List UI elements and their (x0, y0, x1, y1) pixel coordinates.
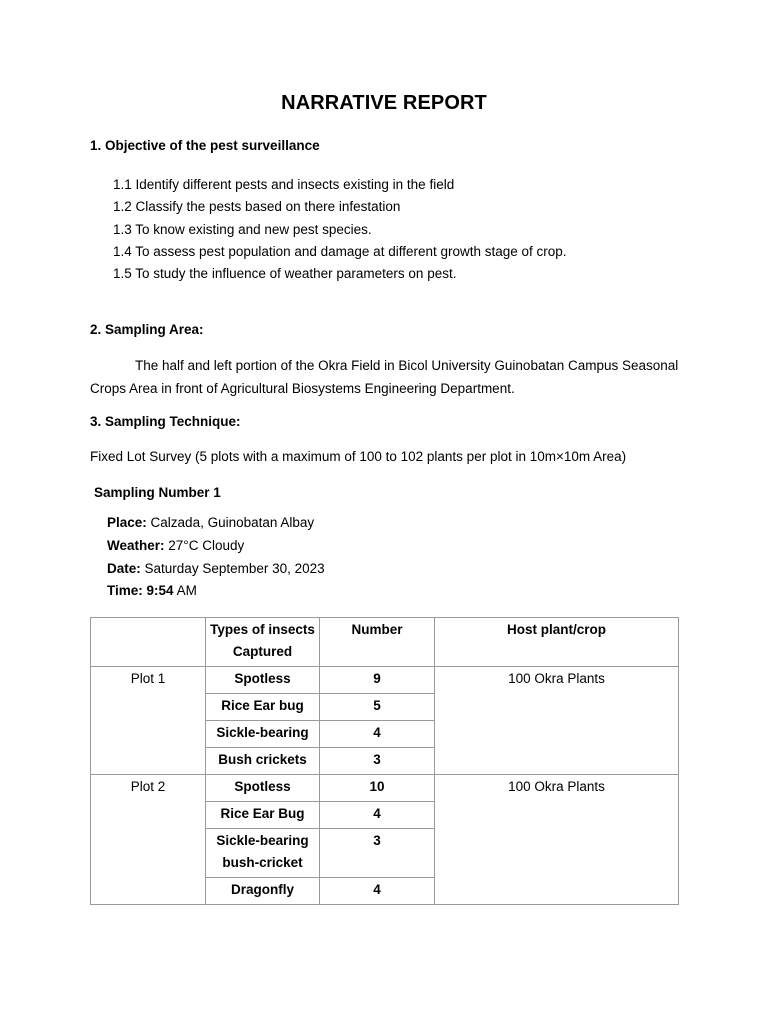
date-row (107, 558, 325, 581)
time-value: 9:54 (146, 583, 174, 599)
number-cell: 3 (320, 748, 435, 775)
host-cell: 100 Okra Plants (435, 775, 679, 905)
table-row (91, 775, 679, 802)
table-header-row (91, 618, 679, 667)
list-item: 1.5 To study the influence of weather parameters on pest. (113, 266, 457, 282)
insect-cell: Dragonfly (206, 878, 320, 905)
number-cell: 4 (320, 802, 435, 829)
weather-row (107, 535, 325, 558)
place-label: Place: (107, 515, 147, 530)
place-value: Calzada, Guinobatan Albay (150, 515, 315, 530)
number-cell: 9 (320, 667, 435, 694)
plot-name-cell: Plot 2 (91, 775, 206, 905)
insect-cell: Bush crickets (206, 748, 320, 775)
sampling-details (107, 512, 325, 603)
number-cell: 4 (320, 878, 435, 905)
page-title: NARRATIVE REPORT (281, 92, 487, 114)
section-technique-heading: 3. Sampling Technique: (90, 414, 241, 429)
plot-name-cell: Plot 1 (91, 667, 206, 775)
number-cell: 3 (320, 829, 435, 878)
sampling-number-heading: Sampling Number 1 (94, 485, 221, 500)
insect-cell: Rice Ear bug (206, 694, 320, 721)
time-row (107, 580, 325, 603)
section-objective-heading: 1. Objective of the pest surveillance (90, 138, 320, 153)
table-header-cell: Types of insects Captured (206, 618, 320, 667)
sampling-technique-text: Fixed Lot Survey (5 plots with a maximum of 100 to 102 plants per plot in 10m×10m Area) (90, 449, 627, 464)
place-row (107, 512, 325, 535)
list-item: 1.1 Identify different pests and insects existing in the field (113, 177, 455, 192)
host-cell: 100 Okra Plants (435, 667, 679, 775)
weather-value: 27°C Cloudy (168, 537, 245, 553)
time-suffix: AM (176, 583, 197, 599)
insect-cell: Spotless (206, 775, 320, 802)
insect-cell: Sickle-bearing bush-cricket (206, 829, 320, 878)
time-label: Time: (107, 583, 143, 599)
date-label: Date: (107, 560, 141, 576)
table-row (91, 667, 679, 694)
number-cell: 10 (320, 775, 435, 802)
insect-cell: Rice Ear Bug (206, 802, 320, 829)
sampling-area-text: The half and left portion of the Okra Field in Bicol University Guinobatan Campus Seasonal Crops Area in front of Agricultural Biosystems Engineering Department. (90, 358, 679, 396)
sampling-area-paragraph (90, 355, 690, 400)
insect-table (90, 617, 679, 905)
number-cell: 5 (320, 694, 435, 721)
date-value: Saturday September 30, 2023 (144, 560, 325, 576)
list-item: 1.4 To assess pest population and damage at different growth stage of crop. (113, 243, 567, 259)
insect-cell: Sickle-bearing (206, 721, 320, 748)
list-item: 1.2 Classify the pests based on there infestation (113, 199, 401, 215)
weather-label: Weather: (107, 537, 165, 553)
list-item: 1.3 To know existing and new pest species. (113, 221, 372, 237)
objective-list (113, 174, 567, 285)
insect-cell: Spotless (206, 667, 320, 694)
table-header-cell: Number (320, 618, 435, 667)
table-header-cell: Host plant/crop (435, 618, 679, 667)
section-area-heading: 2. Sampling Area: (90, 322, 204, 337)
number-cell: 4 (320, 721, 435, 748)
table-header-cell (91, 618, 206, 667)
